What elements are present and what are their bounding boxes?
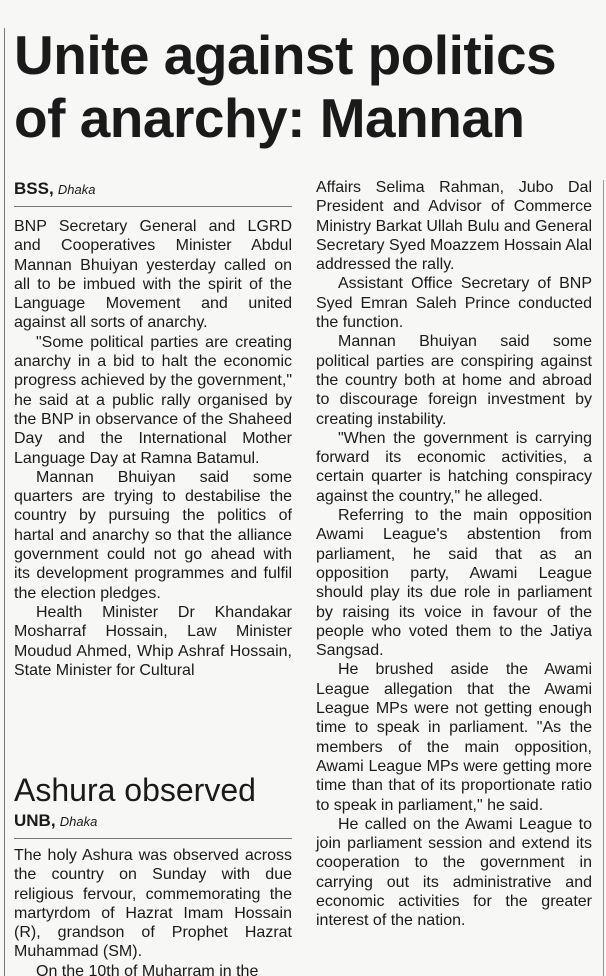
article-paragraph: Assistant Office Secretary of BNP Syed Emran Saleh Prince conducted the function. — [316, 275, 592, 332]
second-headline: Ashura observed — [14, 772, 256, 808]
article-paragraph: He called on the Awami League to join parliament session and extend its cooperation to the government in carrying out its administrative and economic activities for the greater interest of the nation. — [316, 815, 592, 930]
article-paragraph: On the 10th of Muharram in the — [36, 962, 259, 976]
article-paragraph: BNP Secretary General and LGRD and Cooperatives Minister Abdul Mannan Bhuiyan yesterday called on all to be imbued with the spirit of the Language Movement and united against all sorts of anarchy. — [14, 218, 292, 332]
article-paragraph: He brushed aside the Awami League allegation that the Awami League MPs were not getting enough time to speak in parliament. "As the members of the main opposition, Awami League MPs were getting more time than that of its proportionate ratio to speak in parliament," he said. — [316, 661, 592, 814]
article-paragraph: Affairs Selima Rahman, Jubo Dal President and Advisor of Commerce Ministry Barkat Ullah Bulu and General Secretary Syed Moazzem Hossain Alal addressed the rally. — [316, 179, 592, 274]
byline-divider — [14, 838, 292, 839]
main-story-column-right — [316, 178, 592, 931]
article-paragraph: Health Minister Dr Khandakar Mosharraf Hossain, Law Minister Moudud Ahmed, Whip Ashraf Hossain, State Minister for Cultural — [14, 603, 292, 679]
article-paragraph: Mannan Bhuiyan said some political parties are conspiring against the country both at home and abroad to discourage foreign investment by creating instability. — [316, 333, 592, 428]
main-byline — [14, 180, 294, 199]
main-story-column-left — [14, 217, 292, 680]
second-story-column — [14, 846, 292, 976]
byline-city: Dhaka — [57, 182, 96, 197]
article-paragraph: The holy Ashura was observed across the country on Sunday with due religious fervour, commemorating the martyrdom of Hazrat Imam Hossain (R), grandson of Prophet Hazrat Muhammad (SM). — [14, 847, 292, 961]
article-paragraph: Referring to the main opposition Awami League's abstention from parliament, he said that as an opposition party, Awami League should play its due role in parliament by raising its voice in favour of the people who voted them to the Jatiya Sangsad. — [316, 507, 592, 660]
second-byline — [14, 812, 294, 831]
main-headline: Unite against politics of anarchy: Mannan — [14, 24, 557, 149]
column-rule-right — [603, 180, 604, 976]
byline-divider — [14, 206, 292, 207]
byline-agency: UNB, — [14, 811, 56, 830]
byline-agency: BSS, — [14, 179, 54, 198]
article-paragraph: "When the government is carrying forward its economic activities, a certain quarter is hatching conspiracy against the country," he alleged. — [316, 429, 592, 505]
article-paragraph: "Some political parties are creating anarchy in a bid to halt the economic progress achieved by the government," he said at a public rally organised by the BNP in observance of the Shaheed Day and the International Mother Language Day at Ramna Batamul. — [14, 333, 292, 467]
byline-city: Dhaka — [59, 814, 98, 829]
article-paragraph: Mannan Bhuiyan said some quarters are trying to destabilise the country by pursuing the politics of hartal and anarchy so that the alliance government could not go ahead with its development programmes and fulfil the election pledges. — [14, 468, 292, 602]
column-rule-left — [4, 28, 5, 976]
